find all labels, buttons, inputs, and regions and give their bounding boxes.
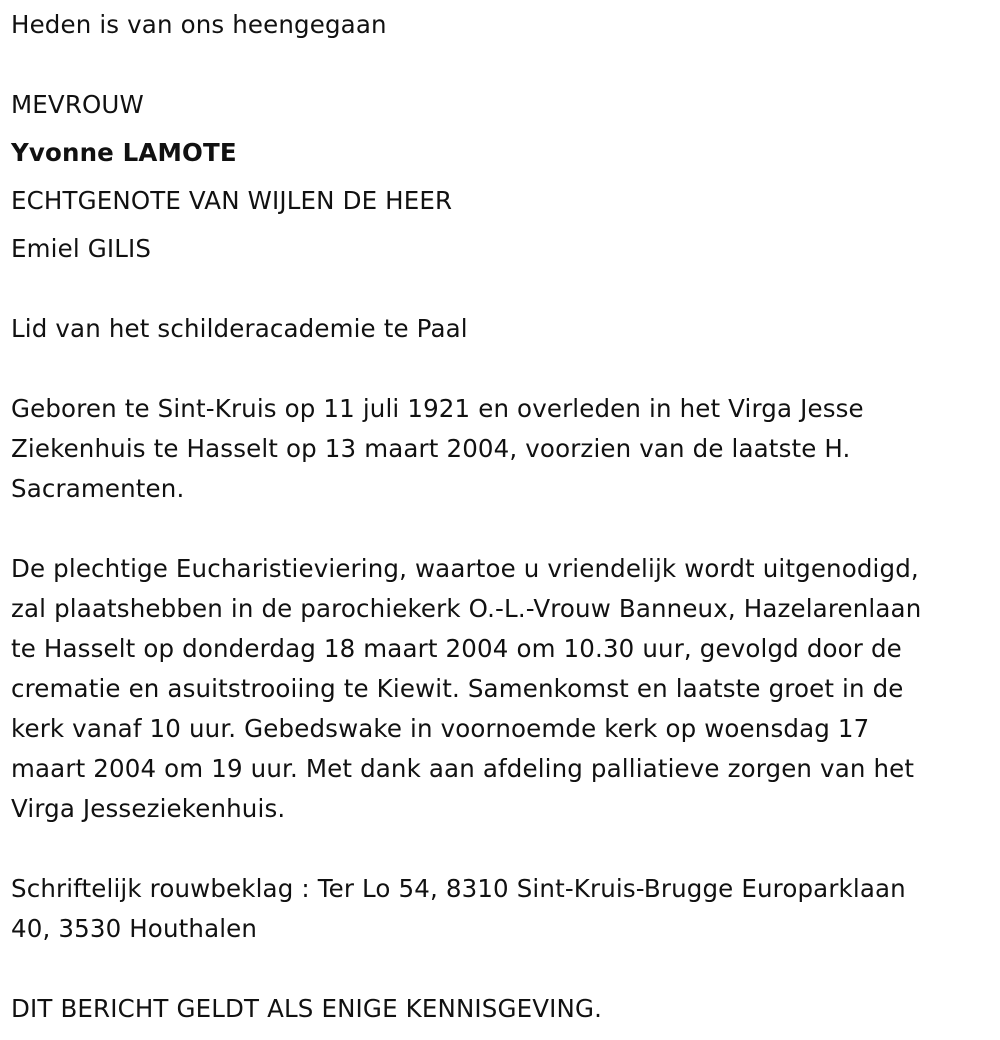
birth-death-line: Geboren te Sint-Kruis op 11 juli 1921 en overleden in het Virga Jesse [11, 394, 864, 423]
ceremony-line: crematie en asuitstrooiing te Kiewit. Samenkomst en laatste groet in de [11, 674, 904, 703]
ceremony-line: De plechtige Eucharistieviering, waartoe u vriendelijk wordt uitgenodigd, [11, 554, 919, 583]
ceremony-line: kerk vanaf 10 uur. Gebedswake in voornoemde kerk op woensdag 17 [11, 714, 870, 743]
birth-death-line: Sacramenten. [11, 474, 185, 503]
ceremony-line: te Hasselt op donderdag 18 maart 2004 om 10.30 uur, gevolgd door de [11, 634, 902, 663]
condolences-line: 40, 3530 Houthalen [11, 914, 258, 943]
deceased-name: Yvonne LAMOTE [11, 138, 237, 167]
ceremony-line: zal plaatshebben in de parochiekerk O.-L.-Vrouw Banneux, Hazelarenlaan [11, 594, 922, 623]
closing-line: DIT BERICHT GELDT ALS ENIGE KENNISGEVING. [11, 994, 603, 1023]
condolences-line: Schriftelijk rouwbeklag : Ter Lo 54, 8310 Sint-Kruis-Brugge Europarklaan [11, 874, 906, 903]
title-line: MEVROUW [11, 90, 144, 119]
spouse-name: Emiel GILIS [11, 234, 152, 263]
ceremony-line: Virga Jesseziekenhuis. [11, 794, 286, 823]
relation-line: ECHTGENOTE VAN WIJLEN DE HEER [11, 186, 453, 215]
birth-death-line: Ziekenhuis te Hasselt op 13 maart 2004, voorzien van de laatste H. [11, 434, 851, 463]
membership-line: Lid van het schilderacademie te Paal [11, 314, 468, 343]
intro-line: Heden is van ons heengegaan [11, 10, 387, 39]
ceremony-line: maart 2004 om 19 uur. Met dank aan afdeling palliatieve zorgen van het [11, 754, 915, 783]
